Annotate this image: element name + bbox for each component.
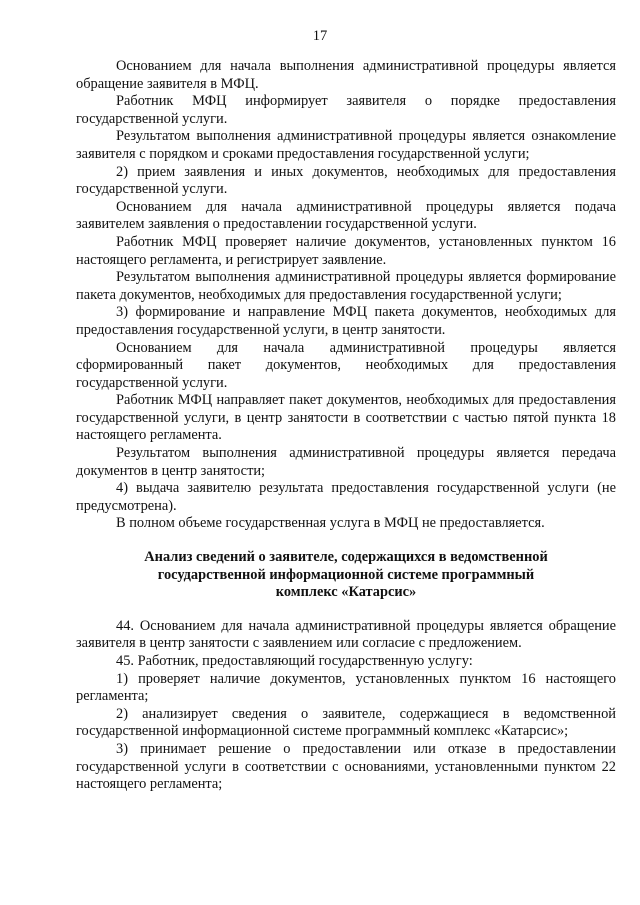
document-body (76, 58, 616, 794)
list-item-3: 3) принимает решение о предоставлении или отказе в предоставлении государственной услуги в соответствии с основаниями, установленными пунктом 22 настоящего регламента; (76, 740, 616, 793)
paragraph: Основанием для начала административной процедуры является подача заявителем заявления о предоставлении государственной услуги. (76, 198, 616, 233)
section-heading-line: комплекс «Катарсис» (275, 584, 417, 601)
paragraph: Результатом выполнения административной процедуры является формирование пакета документов, необходимых для предоставления государственной услуги; (76, 269, 616, 303)
paragraph: Работник МФЦ проверяет наличие документов, установленных пунктом 16 настоящего регламента, и регистрирует заявление. (76, 233, 616, 268)
paragraph: В полном объеме государственная услуга в МФЦ не предоставляется. (116, 515, 545, 532)
list-item-3: 3) формирование и направление МФЦ пакета документов, необходимых для предоставления государственной услуги, в центр занятости. (76, 304, 616, 338)
section-heading (76, 549, 616, 602)
paragraph: Работник МФЦ информирует заявителя о порядке предоставления государственной услуги. (76, 93, 616, 127)
paragraph: Результатом выполнения административной процедуры является передача документов в центр занятости; (76, 445, 616, 479)
list-item-2: 2) прием заявления и иных документов, необходимых для предоставления государственной услуги. (76, 163, 616, 198)
list-item-1: 1) проверяет наличие документов, установленных пунктом 16 настоящего регламента; (76, 670, 616, 705)
paragraph: Результатом выполнения административной процедуры является ознакомление заявителя с порядком и сроками предоставления государственной услуги; (76, 128, 616, 162)
section-heading-line: государственной информационной системе программный (157, 566, 535, 583)
page-number: 17 (312, 28, 328, 44)
clause-45: 45. Работник, предоставляющий государственную услугу: (116, 653, 473, 669)
list-item-2: 2) анализирует сведения о заявителе, содержащиеся в ведомственной государственной информационной системе программный комплекс «Катарсис»; (76, 705, 616, 740)
section-heading-line: Анализ сведений о заявителе, содержащихся в ведомственной (144, 549, 548, 566)
clause-44: 44. Основанием для начала административной процедуры является обращение заявителя в центр занятости с заявлением или согласие с предложением. (76, 617, 616, 652)
paragraph: Основанием для начала выполнения административной процедуры является обращение заявителя в МФЦ. (76, 58, 616, 92)
list-item-4: 4) выдача заявителю результата предоставления государственной услуги (не предусмотрена). (76, 480, 616, 514)
paragraph: Основанием для начала административной процедуры является сформированный пакет документов, необходимых для предоставления государственной услуги. (76, 339, 616, 391)
paragraph: Работник МФЦ направляет пакет документов, необходимых для предоставления государственной услуги, в центр занятости в соответствии с частью пятой пункта 18 настоящего регламента. (76, 392, 616, 444)
